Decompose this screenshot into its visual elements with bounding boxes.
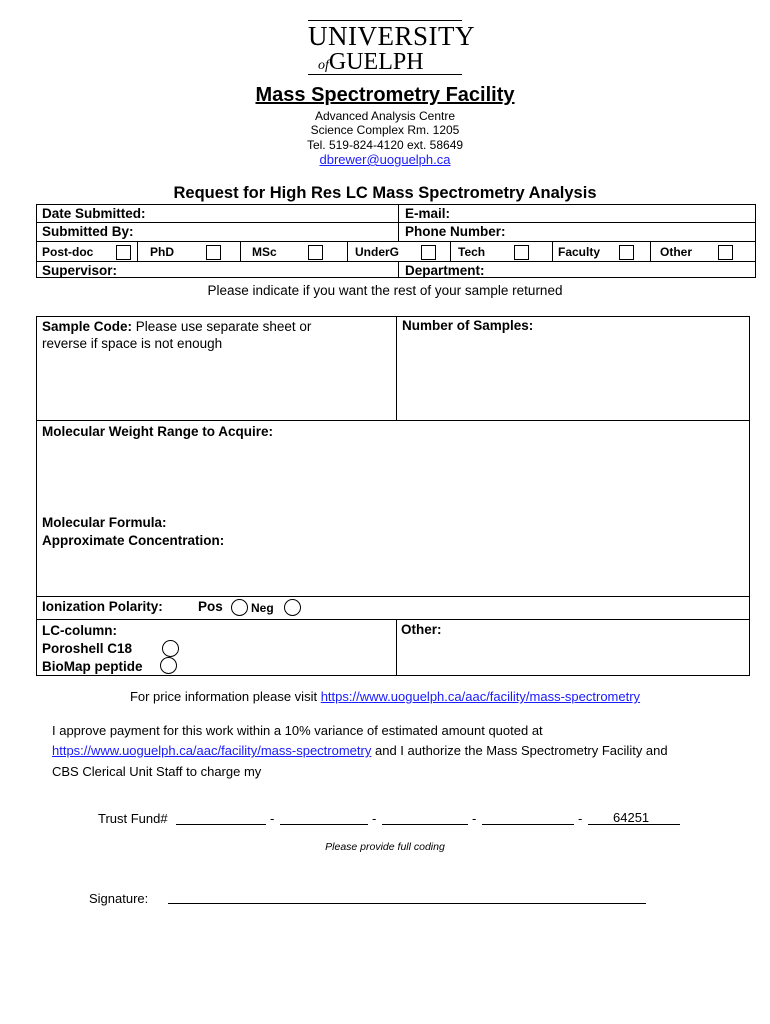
sample-code-cell[interactable] [42,318,392,352]
trust-fund-code: 64251 [613,810,650,825]
logo-of: of [318,58,329,73]
approval-line-2 [52,743,668,758]
role-tech-label: Tech [458,245,486,259]
price-info-link[interactable]: https://www.uoguelph.ca/aac/facility/mass-spectrometry [320,689,641,704]
sample-return-note: Please indicate if you want the rest of your sample returned [207,283,563,298]
polarity-pos-label: Pos [198,599,223,614]
info-row-divider [36,261,756,262]
role-underg-label: UnderG [355,245,400,259]
info-row-divider [36,222,756,223]
info-row-divider [36,241,756,242]
role-divider [347,241,348,261]
role-underg-checkbox[interactable] [421,245,436,260]
role-other-label: Other [660,245,693,259]
number-of-samples-label: Number of Samples: [402,318,534,333]
biomap-label: BioMap peptide [42,659,143,674]
approval-line-2-text: and I authorize the Mass Spectrometry Facility and [374,743,668,758]
address-line-2: Science Complex Rm. 1205 [310,123,460,137]
email-link[interactable]: dbrewer@uoguelph.ca [319,152,451,167]
role-msc-checkbox[interactable] [308,245,323,260]
logo-bottom-rule [308,74,462,75]
role-postdoc-label: Post-doc [42,245,94,259]
role-divider [137,241,138,261]
ionization-polarity-label: Ionization Polarity: [42,599,163,614]
phone-number-label: Phone Number: [405,224,506,239]
trust-fund-blank-1[interactable] [176,824,266,825]
price-info-text: For price information please visit [129,689,318,704]
polarity-neg-label: Neg [251,601,274,615]
approval-link[interactable]: https://www.uoguelph.ca/aac/facility/mass-spectrometry [52,743,372,758]
info-col-divider [398,261,399,277]
supervisor-label: Supervisor: [42,263,118,278]
address-line-1: Advanced Analysis Centre [314,109,456,123]
sample-code-hint-b: reverse if space is not enough [42,336,223,351]
sample-row-divider [36,596,750,597]
polarity-pos-radio[interactable] [231,599,248,616]
poroshell-label: Poroshell C18 [42,641,133,656]
sample-col-divider [396,316,397,420]
role-faculty-label: Faculty [558,245,601,259]
sample-row-divider [36,619,750,620]
trust-fund-label: Trust Fund# [98,811,168,826]
role-faculty-checkbox[interactable] [619,245,634,260]
trust-fund-blank-4[interactable] [482,824,574,825]
role-phd-label: PhD [150,245,174,259]
role-msc-label: MSc [252,245,277,259]
approval-line-1: I approve payment for this work within a 10% variance of estimated amount quoted at [52,723,543,738]
sample-table [36,316,750,676]
lc-column-label: LC-column: [42,623,117,638]
other-label: Other: [401,622,442,637]
email-label: E-mail: [405,206,451,221]
signature-line[interactable] [168,903,646,904]
sample-code-label: Sample Code: [42,319,133,334]
info-col-divider [398,204,399,222]
price-info-line [0,689,770,704]
approx-concentration-label: Approximate Concentration: [42,533,225,548]
date-submitted-label: Date Submitted: [42,206,146,221]
coding-note: Please provide full coding [325,841,445,853]
role-divider [450,241,451,261]
submitted-by-label: Submitted By: [42,224,134,239]
role-postdoc-checkbox[interactable] [116,245,131,260]
role-phd-checkbox[interactable] [206,245,221,260]
polarity-neg-radio[interactable] [284,599,301,616]
logo-guelph: GUELPH [328,49,424,75]
department-label: Department: [405,263,485,278]
university-logo-line1: UNIVERSITY [308,21,475,51]
role-divider [650,241,651,261]
signature-label: Signature: [89,891,149,906]
approval-line-3: CBS Clerical Unit Staff to charge my [52,764,262,779]
trust-fund-blank-2[interactable] [280,824,368,825]
phone-line: Tel. 519-824-4120 ext. 58649 [306,138,464,152]
facility-title: Mass Spectrometry Facility [255,84,515,106]
mw-range-label: Molecular Weight Range to Acquire: [42,424,274,439]
info-col-divider [398,222,399,241]
role-other-checkbox[interactable] [718,245,733,260]
sample-code-hint-a: Please use separate sheet or [135,319,312,334]
role-divider [240,241,241,261]
role-divider [552,241,553,261]
trust-fund-blank-3[interactable] [382,824,468,825]
sample-col-divider [396,619,397,675]
role-tech-checkbox[interactable] [514,245,529,260]
poroshell-radio[interactable] [162,640,179,657]
biomap-radio[interactable] [160,657,177,674]
form-title: Request for High Res LC Mass Spectrometry Analysis [173,184,597,202]
molecular-formula-label: Molecular Formula: [42,515,167,530]
sample-row-divider [36,420,750,421]
